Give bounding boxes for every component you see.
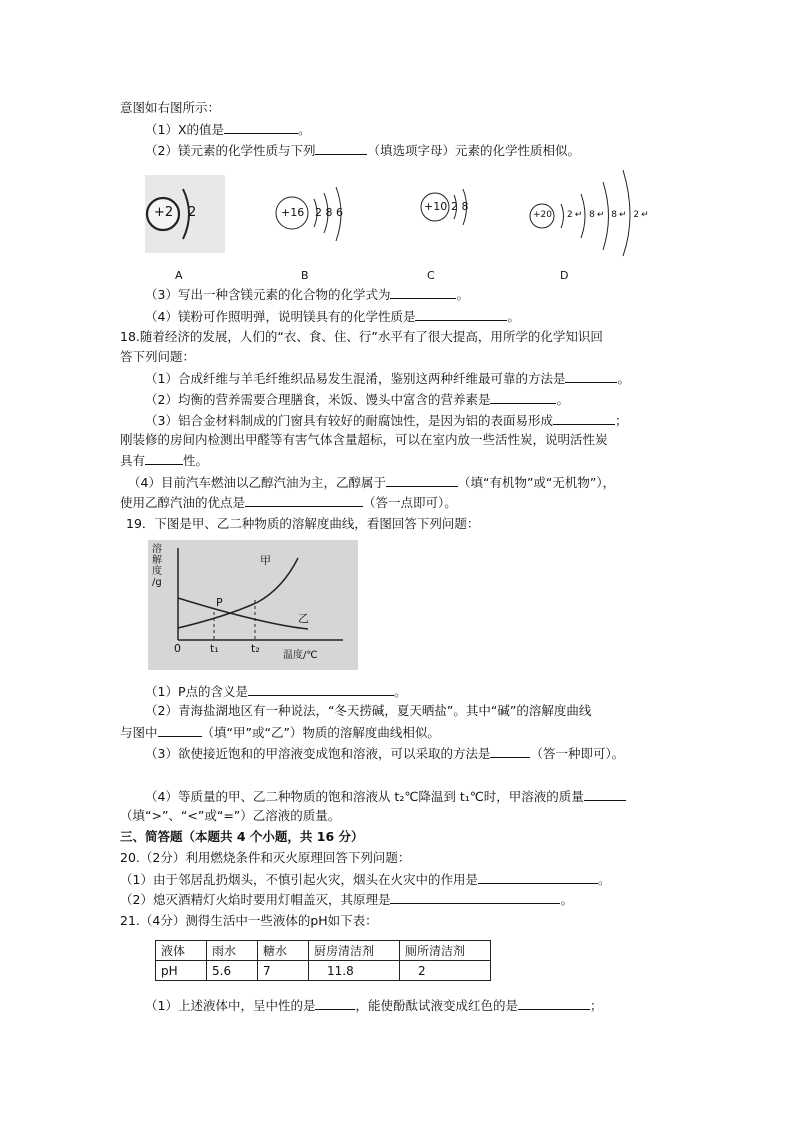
ph-table bbox=[155, 940, 491, 981]
table-cell: pH bbox=[156, 961, 207, 981]
answer-blank[interactable] bbox=[565, 370, 617, 383]
q19-part2-line2: 与图中 （填“甲”或“乙”）物质的溶解度曲线相似。 bbox=[120, 725, 440, 740]
curve-label-yi: 乙 bbox=[298, 612, 309, 625]
t2-label: t₂ bbox=[251, 642, 260, 655]
q17-part1: （1）X的值是 。 bbox=[145, 122, 311, 137]
table-cell: 5.6 bbox=[207, 961, 258, 981]
q20-part1: （1）由于邻居乱扔烟头，不慎引起火灾，烟头在火灾中的作用是 。 bbox=[120, 872, 611, 887]
q18-part4-line2: 使用乙醇汽油的优点是 （答一点即可）。 bbox=[120, 495, 457, 510]
table-cell: 糖水 bbox=[258, 941, 309, 961]
point-p-label: P bbox=[216, 596, 223, 609]
option-label-b: B bbox=[301, 269, 309, 282]
option-label-a: A bbox=[175, 269, 183, 282]
q18-part3-line3: 具有 性。 bbox=[120, 453, 209, 468]
answer-blank[interactable] bbox=[478, 871, 598, 884]
q19-part2: （2）青海盐湖地区有一种说法，“冬天捞碱，夏天晒盐”。其中“碱”的溶解度曲线 bbox=[145, 703, 592, 718]
x-axis-label: 温度/℃ bbox=[283, 650, 318, 661]
atom-diagram-a bbox=[145, 175, 225, 253]
section-title: 三、简答题（本题共 4 个小题，共 16 分） bbox=[120, 829, 364, 844]
nucleus-label: +16 bbox=[281, 206, 305, 219]
shell-label: 2 8 bbox=[451, 200, 469, 213]
table-cell: 厨房清洁剂 bbox=[309, 941, 400, 961]
q18-part4: （4）目前汽车燃油以乙醇汽油为主，乙醇属于 （填“有机物”或“无机物”）， bbox=[128, 475, 616, 490]
t1-label: t₁ bbox=[210, 642, 219, 655]
option-label-c: C bbox=[427, 269, 435, 282]
answer-blank[interactable] bbox=[490, 391, 556, 404]
answer-blank[interactable] bbox=[553, 412, 615, 425]
q17-intro: 意图如右图所示： bbox=[120, 100, 221, 115]
answer-blank[interactable] bbox=[415, 308, 507, 321]
shell-label: 2↵ 8↵ 8↵ 2↵ bbox=[567, 210, 651, 220]
table-cell: 厕所清洁剂 bbox=[400, 941, 491, 961]
q21-intro: 21.（4分）测得生活中一些液体的pH如下表： bbox=[120, 913, 378, 928]
nucleus-label: +2 bbox=[154, 205, 174, 220]
q19-part4: （4）等质量的甲、乙二种物质的饱和溶液从 t₂℃降温到 t₁℃时，甲溶液的质量 bbox=[145, 788, 626, 805]
answer-blank[interactable] bbox=[390, 891, 560, 904]
solubility-curve-figure bbox=[148, 540, 358, 670]
q18-part3-line2: 刚装修的房间内检测出甲醛等有害气体含量超标，可以在室内放一些活性炭，说明活性炭 bbox=[120, 432, 608, 447]
y-axis-label: 溶 解 度 /g bbox=[152, 544, 162, 588]
atom-diagram-b bbox=[272, 185, 362, 245]
q20-part2: （2）熄灭酒精灯火焰时要用灯帽盖灭，其原理是 。 bbox=[120, 892, 573, 907]
answer-blank[interactable] bbox=[386, 474, 458, 487]
q21-part1: （1）上述液体中，呈中性的是 ，能使酚酞试液变成红色的是 ； bbox=[145, 998, 603, 1013]
atom-diagram-d bbox=[525, 168, 655, 258]
option-label-d: D bbox=[560, 269, 569, 282]
answer-blank[interactable] bbox=[224, 121, 298, 134]
answer-blank[interactable] bbox=[315, 997, 355, 1010]
nucleus-label: +20 bbox=[533, 210, 552, 220]
q19-part1: （1）P点的含义是 。 bbox=[145, 684, 407, 699]
q17-part3: （3）写出一种含镁元素的化合物的化学式为 。 bbox=[145, 287, 469, 302]
q20-intro: 20.（2分）利用燃烧条件和灭火原理回答下列问题： bbox=[120, 850, 411, 865]
q19-part4-line2: （填“>”、“<”或“=”）乙溶液的质量。 bbox=[120, 808, 341, 823]
table-cell: 2 bbox=[400, 961, 491, 981]
atom-diagram-c bbox=[418, 185, 488, 235]
table-row bbox=[156, 941, 491, 961]
q18-intro-line1: 18.随着经济的发展，人们的“衣、食、住、行”水平有了很大提高，用所学的化学知识回 bbox=[120, 329, 603, 344]
q18-part1: （1）合成纤维与羊毛纤维织品易发生混淆，鉴别这两种纤维最可靠的方法是 。 bbox=[145, 371, 630, 386]
q18-part3: （3）铝合金材料制成的门窗具有较好的耐腐蚀性，是因为铝的表面易形成 ； bbox=[145, 413, 628, 428]
curve-label-jia: 甲 bbox=[260, 554, 271, 567]
answer-blank[interactable] bbox=[490, 745, 530, 758]
answer-blank[interactable] bbox=[245, 494, 363, 507]
answer-blank[interactable] bbox=[390, 286, 456, 299]
answer-blank[interactable] bbox=[584, 788, 626, 801]
table-row bbox=[156, 961, 491, 981]
q17-part4: （4）镁粉可作照明弹，说明镁具有的化学性质是 。 bbox=[145, 309, 520, 324]
answer-blank[interactable] bbox=[315, 142, 367, 155]
table-cell: 雨水 bbox=[207, 941, 258, 961]
table-cell: 7 bbox=[258, 961, 309, 981]
q19-intro: 19．下图是甲、乙二种物质的溶解度曲线，看图回答下列问题： bbox=[126, 516, 480, 531]
answer-blank[interactable] bbox=[158, 724, 202, 737]
origin-label: 0 bbox=[174, 642, 181, 655]
table-cell: 液体 bbox=[156, 941, 207, 961]
q19-part3: （3）欲使接近饱和的甲溶液变成饱和溶液，可以采取的方法是 （答一种即可）。 bbox=[145, 746, 625, 761]
shell-label: 2 bbox=[188, 205, 197, 220]
q18-intro-line2: 答下列问题： bbox=[120, 349, 196, 364]
answer-blank[interactable] bbox=[145, 452, 183, 465]
table-cell: 11.8 bbox=[309, 961, 400, 981]
q18-part2: （2）均衡的营养需要合理膳食，米饭、馒头中富含的营养素是 。 bbox=[145, 392, 569, 407]
answer-blank[interactable] bbox=[518, 997, 590, 1010]
q17-part2: （2）镁元素的化学性质与下列 （填选项字母）元素的化学性质相似。 bbox=[145, 143, 580, 158]
shell-label: 2 8 6 bbox=[315, 206, 343, 219]
nucleus-label: +10 bbox=[424, 200, 448, 213]
answer-blank[interactable] bbox=[248, 683, 394, 696]
